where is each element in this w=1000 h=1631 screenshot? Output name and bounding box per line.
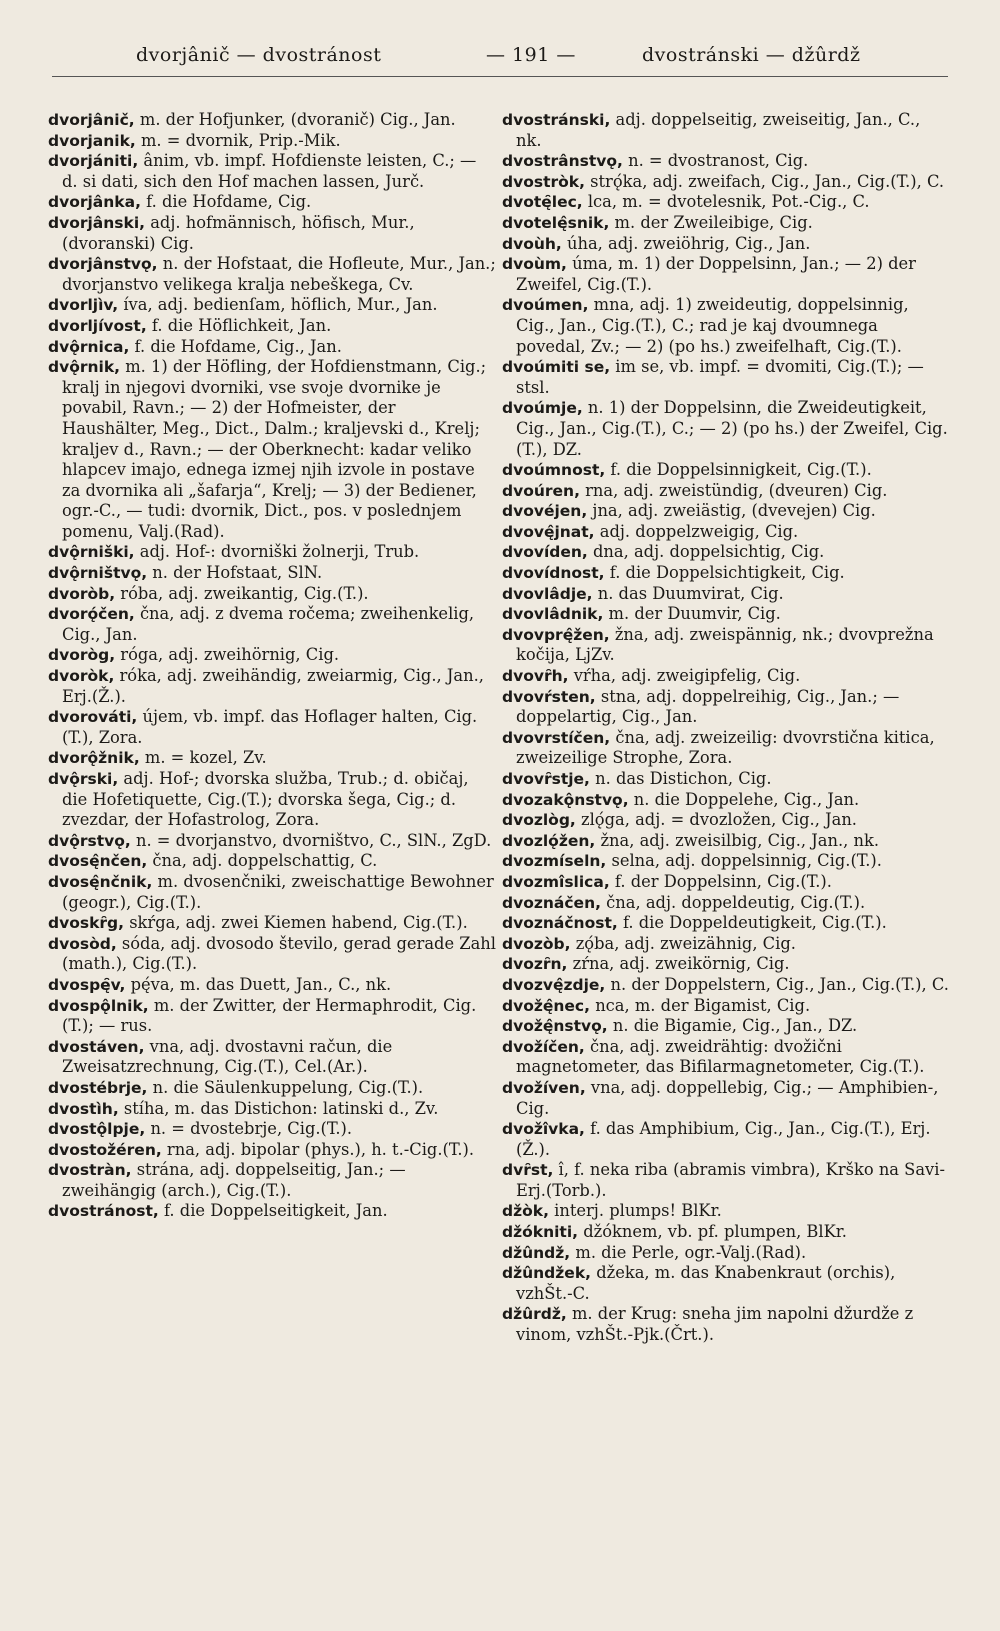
entry-headword: dvostožéren, [48, 1140, 162, 1159]
entry-headword: dvozlǫ́žen, [502, 831, 596, 850]
entry-definition: čna, adj. zweizeilig: dvovrstična kitica, zweizeilige Strophe, Zora. [516, 727, 935, 768]
entry-headword: dvostáven, [48, 1037, 145, 1056]
header-right-guide: dvostránski — džûrdž [642, 44, 861, 66]
entry-definition: m. die Perle, ogr.-Valj.(Rad). [570, 1242, 807, 1262]
entry-headword: dvovŕsten, [502, 687, 596, 706]
entry-headword: dvoúmnost, [502, 461, 606, 480]
entry-definition: n. = dvostebrje, Cig.(T.). [145, 1119, 353, 1139]
header-rule [52, 76, 948, 77]
dictionary-entry [502, 357, 950, 398]
entry-headword: dvozlòg, [502, 811, 576, 830]
dictionary-entry [502, 934, 950, 955]
dictionary-entry [48, 1037, 496, 1078]
dictionary-entry [502, 172, 950, 193]
entry-definition: lca, m. = dvotelesnik, Pot.-Cig., C. [582, 192, 870, 212]
dictionary-entry [48, 1201, 496, 1222]
entry-headword: dvotę̑lec, [502, 193, 583, 212]
entry-definition: žna, adj. zweisilbig, Cig., Jan., nk. [595, 830, 880, 850]
page-number: — 191 — [486, 44, 576, 66]
entry-definition: dna, adj. doppelsichtig, Cig. [587, 542, 825, 562]
entry-headword: dvorjânič, [48, 111, 135, 129]
entry-definition: rna, adj. bipolar (phys.), h. t.-Cig.(T.). [161, 1139, 475, 1159]
entry-definition: f. das Amphibium, Cig., Jan., Cig.(T.), Erj.(Ž.). [516, 1119, 931, 1159]
entry-headword: dvožíven, [502, 1078, 586, 1097]
entry-definition: čna, adj. doppelschattig, C. [147, 851, 378, 871]
entry-definition: n. = dvorjanstvo, dvorništvo, C., SlN., ZgD. [130, 830, 492, 850]
entry-headword: dvospǫ̂lnik, [48, 996, 149, 1015]
entry-definition: róba, adj. zweikantig, Cig.(T.). [115, 583, 369, 603]
entry-definition: m. der Krug: sneha jim napolni džurdže z vinom, vzhŠt.-Pjk.(Črt.). [516, 1304, 914, 1345]
dictionary-entry [502, 542, 950, 563]
dictionary-entry [502, 1016, 950, 1037]
entry-definition: újem, vb. impf. das Hoflager halten, Cig.(T.), Zora. [62, 707, 478, 747]
dictionary-entry [48, 1140, 496, 1161]
entry-definition: m. der Hofjunker, (dvoranič) Cig., Jan. [134, 110, 456, 129]
entry-headword: dvoròb, [48, 584, 116, 603]
entry-definition: m. der Zwitter, der Hermaphrodit, Cig.(T.); — rus. [62, 995, 477, 1036]
dictionary-entry [48, 1119, 496, 1140]
entry-definition: n. das Distichon, Cig. [589, 769, 772, 788]
dictionary-entry [48, 872, 496, 913]
entry-headword: dvostránski, [502, 111, 611, 129]
dictionary-entry [48, 996, 496, 1037]
dictionary-entry [48, 666, 496, 707]
entry-headword: dvozòb, [502, 934, 571, 953]
dictionary-entry [502, 584, 950, 605]
entry-headword: džókniti, [502, 1223, 579, 1242]
entry-headword: dvorǫ̂žnik, [48, 749, 140, 768]
dictionary-entry [502, 254, 950, 295]
right-column [502, 110, 950, 1346]
entry-definition: n. der Doppelstern, Cig., Jan., Cig.(T.), C. [605, 974, 949, 994]
entry-headword: dvorjânka, [48, 193, 141, 212]
entry-definition: adj. Hof-; dvorska služba, Trub.; d. običaj, die Hofetiquette, Cig.(T.); dvorska šega, Cig.; d. zvezdar, der Hofastrolog, Zora. [62, 769, 469, 830]
entry-headword: dvǫ̂rnica, [48, 337, 130, 356]
entry-headword: dvozakǫ̂nstvǫ, [502, 790, 629, 809]
entry-headword: dvovíden, [502, 543, 588, 562]
entry-headword: dvozmíseln, [502, 852, 607, 871]
entry-headword: dvozvę̂zdje, [502, 975, 606, 994]
entry-definition: zǫ́ba, adj. zweizähnig, Cig. [570, 933, 796, 953]
entry-definition: žna, adj. zweispännig, nk.; dvovprežna kočija, LjZv. [516, 624, 934, 665]
entry-headword: džûndžek, [502, 1264, 592, 1283]
dictionary-entry [48, 645, 496, 666]
entry-definition: stíha, m. das Distichon: latinski d., Zv. [118, 1098, 439, 1118]
dictionary-entry [48, 584, 496, 605]
entry-definition: f. die Höflichkeit, Jan. [146, 315, 332, 335]
entry-headword: dvoznáčnost, [502, 914, 618, 933]
dictionary-entry [502, 1160, 950, 1201]
entry-headword: dvozȓn, [502, 955, 568, 974]
entry-headword: dvorjanik, [48, 131, 136, 150]
dictionary-entry [502, 831, 950, 852]
entry-definition: čna, adj. zweidrähtig: dvožični magnetometer, das Bifilarmagnetometer, Cig.(T.). [516, 1036, 925, 1077]
entry-definition: m. = kozel, Zv. [139, 748, 267, 768]
entry-definition: stna, adj. doppelreihig, Cig., Jan.; — doppelartig, Cig., Jan. [516, 686, 900, 727]
dictionary-entry [502, 522, 950, 543]
entry-definition: f. die Doppeldeutigkeit, Cig.(T.). [617, 913, 887, 933]
dictionary-entry [502, 687, 950, 728]
dictionary-entry [502, 151, 950, 172]
dictionary-entry [48, 213, 496, 254]
entry-definition: n. die Doppelehe, Cig., Jan. [628, 789, 860, 809]
entry-definition: n. der Hofstaat, die Hofleute, Mur., Jan.; dvorjanstvo velikega kralja nebeškega, Cv. [62, 254, 496, 294]
dictionary-entry [502, 1263, 950, 1304]
entry-headword: dvorljívost, [48, 316, 147, 335]
entry-definition: n. die Säulenkuppelung, Cig.(T.). [147, 1077, 424, 1097]
entry-definition: skŕga, adj. zwei Kiemen habend, Cig.(T.). [124, 913, 468, 933]
dictionary-entry [48, 316, 496, 337]
entry-headword: dvožę̂nstvǫ, [502, 1017, 608, 1036]
dictionary-entry [502, 1304, 950, 1345]
entry-headword: dvovídnost, [502, 564, 605, 583]
dictionary-entry [48, 1078, 496, 1099]
entry-headword: dvorováti, [48, 708, 138, 727]
dictionary-entry [48, 748, 496, 769]
entry-headword: dvoròg, [48, 646, 116, 665]
entry-headword: dvostǫ̂lpje, [48, 1120, 146, 1139]
entry-headword: dvoúren, [502, 481, 580, 500]
entry-definition: f. die Hofdame, Cig. [140, 192, 312, 212]
entry-definition: adj. hofmännisch, höfisch, Mur., (dvoranski) Cig. [62, 212, 415, 253]
dictionary-entry [48, 769, 496, 831]
entry-headword: dvostébrje, [48, 1078, 148, 1097]
entry-headword: dvoùh, [502, 234, 562, 253]
dictionary-entry [502, 1222, 950, 1243]
entry-headword: dvoznáčen, [502, 893, 601, 912]
entry-headword: dvǫ̂rništvǫ, [48, 564, 148, 583]
entry-definition: f. die Doppelsinnigkeit, Cig.(T.). [605, 460, 872, 480]
dictionary-entry [48, 151, 496, 192]
dictionary-entry [502, 996, 950, 1017]
dictionary-entry [48, 975, 496, 996]
entry-headword: dvovȓstje, [502, 770, 590, 788]
dictionary-entry [48, 563, 496, 584]
entry-definition: adj. Hof-: dvorniški žolnerji, Trub. [134, 542, 420, 562]
entry-definition: jna, adj. zweiästig, (dvevejen) Cig. [587, 501, 876, 521]
entry-definition: n. 1) der Doppelsinn, die Zweideutigkeit, Cig., Jan., Cig.(T.), C.; — 2) (po hs.) der Zweifel, Cig.(T.), DZ. [516, 398, 948, 459]
entry-definition: sóda, adj. dvosodo število, gerad gerade Zahl (math.), Cig.(T.). [62, 933, 496, 974]
dictionary-entry [502, 851, 950, 872]
dictionary-entry [502, 234, 950, 255]
entry-headword: dvosę̂nčnik, [48, 872, 153, 891]
dictionary-entry [48, 337, 496, 358]
dictionary-entry [502, 213, 950, 234]
entry-headword: dvovlâdje, [502, 584, 593, 603]
entry-definition: zŕna, adj. zweikörnig, Cig. [567, 954, 790, 974]
dictionary-entry [48, 357, 496, 542]
entry-definition: m. der Duumvir, Cig. [603, 604, 781, 624]
entry-headword: dvǫ̂rnik, [48, 358, 121, 377]
page-header [48, 44, 952, 74]
entry-definition: f. die Hofdame, Cig., Jan. [129, 336, 342, 356]
dictionary-entry [48, 542, 496, 563]
entry-headword: dvostròk, [502, 172, 585, 191]
entry-definition: ânim, vb. impf. Hofdienste leisten, C.; — d. si dati, sich den Hof machen lassen, Jurč. [62, 151, 477, 191]
entry-definition: róga, adj. zweihörnig, Cig. [115, 645, 340, 665]
dictionary-entry [502, 975, 950, 996]
dictionary-entry [502, 604, 950, 625]
dictionary-entry [502, 810, 950, 831]
entry-definition: m. dvosenčniki, zweischattige Bewohner (geogr.), Cig.(T.). [62, 871, 494, 912]
dictionary-entry [48, 851, 496, 872]
entry-definition: róka, adj. zweihändig, zweiarmig, Cig., Jan., Erj.(Ž.). [62, 666, 484, 706]
entry-headword: dvožę̂nec, [502, 996, 591, 1015]
entry-headword: dvožîvka, [502, 1120, 585, 1139]
entry-definition: džóknem, vb. pf. plumpen, BlKr. [578, 1222, 847, 1242]
dictionary-entry [502, 110, 950, 151]
entry-headword: dvovprę̂žen, [502, 625, 610, 644]
dictionary-entry [502, 913, 950, 934]
entry-definition: čna, adj. z dvema ročema; zweihenkelig, Cig., Jan. [62, 604, 475, 644]
dictionary-entry [502, 625, 950, 666]
entry-definition: nca, m. der Bigamist, Cig. [590, 995, 811, 1015]
dictionary-entry [502, 460, 950, 481]
entry-headword: dvosòd, [48, 934, 117, 953]
dictionary-entry [502, 1037, 950, 1078]
dictionary-entry [48, 254, 496, 295]
entry-definition: n. = dvostranost, Cig. [622, 151, 809, 171]
dictionary-entry [48, 913, 496, 934]
entry-headword: dvoròk, [48, 667, 115, 686]
dictionary-entry [502, 1243, 950, 1264]
entry-headword: dvoúmen, [502, 296, 589, 315]
entry-headword: dvovrstíčen, [502, 728, 611, 747]
dictionary-entry [502, 1201, 950, 1222]
entry-headword: dvǫ̂rniški, [48, 543, 135, 562]
entry-headword: dvǫ̂rstvǫ, [48, 831, 131, 850]
entry-headword: dvoúmje, [502, 399, 583, 418]
left-column [48, 110, 496, 1222]
dictionary-entry [48, 604, 496, 645]
entry-definition: im se, vb. impf. = dvomiti, Cig.(T.); — stsl. [516, 357, 924, 397]
entry-definition: n. der Hofstaat, SlN. [147, 563, 323, 583]
entry-definition: adj. doppelzweigig, Cig. [594, 521, 799, 541]
entry-definition: n. die Bigamie, Cig., Jan., DZ. [607, 1016, 858, 1036]
dictionary-entry [502, 481, 950, 502]
entry-definition: mna, adj. 1) zweideutig, doppelsinnig, Cig., Jan., Cig.(T.), C.; rad je kaj dvoumnega povedal, Zv.; — 2) (po hs.) zweifelhaft, Cig.(T.). [516, 295, 909, 356]
entry-definition: strána, adj. doppelseitig, Jan.; — zweihängig (arch.), Cig.(T.). [62, 1160, 406, 1200]
entry-headword: dvǫ̂rski, [48, 770, 119, 788]
entry-definition: î, f. neka riba (abramis vimbra), Krško na Savi-Erj.(Torb.). [516, 1160, 945, 1200]
entry-headword: dvosę̂nčen, [48, 852, 148, 871]
dictionary-entry [48, 831, 496, 852]
entry-definition: selna, adj. doppelsinnig, Cig.(T.). [606, 851, 882, 871]
entry-headword: dvostrânstvǫ, [502, 152, 623, 171]
entry-headword: dvorǫ́čen, [48, 605, 135, 624]
entry-headword: dvostràn, [48, 1161, 132, 1180]
dictionary-entry [48, 295, 496, 316]
dictionary-entry [502, 769, 950, 790]
dictionary-entry [502, 1119, 950, 1160]
header-left-guide: dvorjânič — dvostránost [136, 44, 382, 66]
entry-headword: dvoùm, [502, 255, 567, 274]
dictionary-entry [502, 563, 950, 584]
dictionary-entry [502, 192, 950, 213]
entry-headword: džûrdž, [502, 1305, 567, 1324]
dictionary-entry [502, 295, 950, 357]
dictionary-entry [48, 934, 496, 975]
entry-headword: dvovȓh, [502, 667, 569, 686]
dictionary-entry [48, 192, 496, 213]
entry-definition: úma, m. 1) der Doppelsinn, Jan.; — 2) der Zweifel, Cig.(T.). [516, 254, 916, 294]
entry-definition: vna, adj. doppellebig, Cig.; — Amphibien-, Cig. [516, 1077, 939, 1118]
entry-definition: interj. plumps! BlKr. [548, 1201, 722, 1221]
entry-headword: dvovlâdnik, [502, 605, 604, 624]
dictionary-entry [48, 131, 496, 152]
entry-headword: dvoskȓg, [48, 914, 125, 933]
entry-headword: dvorjániti, [48, 152, 139, 171]
dictionary-entry [502, 1078, 950, 1119]
dictionary-entry [502, 666, 950, 687]
entry-headword: dvostìh, [48, 1099, 119, 1118]
entry-headword: dvovéjen, [502, 502, 588, 521]
entry-headword: dvozmîslica, [502, 872, 610, 891]
dictionary-entry [502, 872, 950, 893]
entry-headword: dvotelę̂snik, [502, 213, 610, 232]
dictionary-entry [48, 1099, 496, 1120]
entry-headword: džûndž, [502, 1243, 571, 1262]
entry-definition: pę́va, m. das Duett, Jan., C., nk. [125, 974, 392, 994]
entry-definition: f. die Doppelsichtigkeit, Cig. [604, 563, 845, 583]
entry-definition: džeka, m. das Knabenkraut (orchis), vzhŠt.-C. [516, 1263, 896, 1303]
entry-definition: úha, adj. zweiöhrig, Cig., Jan. [561, 233, 811, 253]
entry-definition: n. das Duumvirat, Cig. [592, 583, 784, 603]
dictionary-entry [48, 110, 496, 131]
entry-definition: vna, adj. dvostavni račun, die Zweisatzrechnung, Cig.(T.), Cel.(Ar.). [62, 1036, 393, 1077]
dictionary-entry [502, 398, 950, 460]
entry-headword: dvorjânstvǫ, [48, 255, 158, 274]
entry-headword: dvovę̂jnat, [502, 522, 595, 541]
entry-definition: m. der Zweileibige, Cig. [609, 212, 813, 232]
entry-definition: čna, adj. doppeldeutig, Cig.(T.). [601, 892, 866, 912]
dictionary-entry [502, 790, 950, 811]
entry-definition: m. = dvornik, Prip.-Mik. [135, 130, 341, 150]
entry-definition: rna, adj. zweistündig, (dveuren) Cig. [579, 480, 888, 500]
entry-definition: f. der Doppelsinn, Cig.(T.). [609, 871, 832, 891]
entry-headword: džòk, [502, 1202, 549, 1221]
entry-definition: f. die Doppelseitigkeit, Jan. [158, 1201, 388, 1221]
dictionary-entry [48, 1160, 496, 1201]
entry-definition: adj. doppelseitig, zweiseitig, Jan., C., nk. [516, 110, 921, 150]
dictionary-entry [502, 501, 950, 522]
entry-definition: vŕha, adj. zweigipfelig, Cig. [568, 666, 801, 686]
entry-headword: dvožíčen, [502, 1037, 585, 1056]
entry-definition: zlǫ́ga, adj. = dvozložen, Cig., Jan. [575, 810, 857, 830]
entry-definition: strǫ́ka, adj. zweifach, Cig., Jan., Cig.(T.), C. [584, 171, 945, 191]
entry-headword: dvostránost, [48, 1202, 159, 1221]
entry-headword: dvorljìv, [48, 296, 119, 315]
entry-headword: dvospę̑v, [48, 975, 126, 994]
entry-definition: m. 1) der Höfling, der Hofdienstmann, Cig.; kralj in njegovi dvorniki, vse svoje dvornike je povabil, Ravn.; — 2) der Hofmeister, der Haushälter, Meg., Dict., Dalm.; kraljevski d., Krelj; kraljev d., Ravn.; — der Oberknecht: kadar veliko hlapcev imajo, ednega izmej njih izvole in postave za dvornika ali „šafarja“, Krelj; — 3) der Bediener, ogr.-C., — tudi: dvornik, Dict., pos. v poslednjem pomenu, Valj.(Rad). [62, 357, 487, 541]
dictionary-entry [502, 954, 950, 975]
entry-definition: íva, adj. bedienſam, höflich, Mur., Jan. [118, 295, 438, 315]
entry-headword: dvorjânski, [48, 213, 146, 232]
dictionary-entry [502, 893, 950, 914]
dictionary-entry [48, 707, 496, 748]
dictionary-entry [502, 728, 950, 769]
entry-headword: dvȓst, [502, 1161, 554, 1180]
entry-headword: dvoúmiti se, [502, 358, 611, 377]
